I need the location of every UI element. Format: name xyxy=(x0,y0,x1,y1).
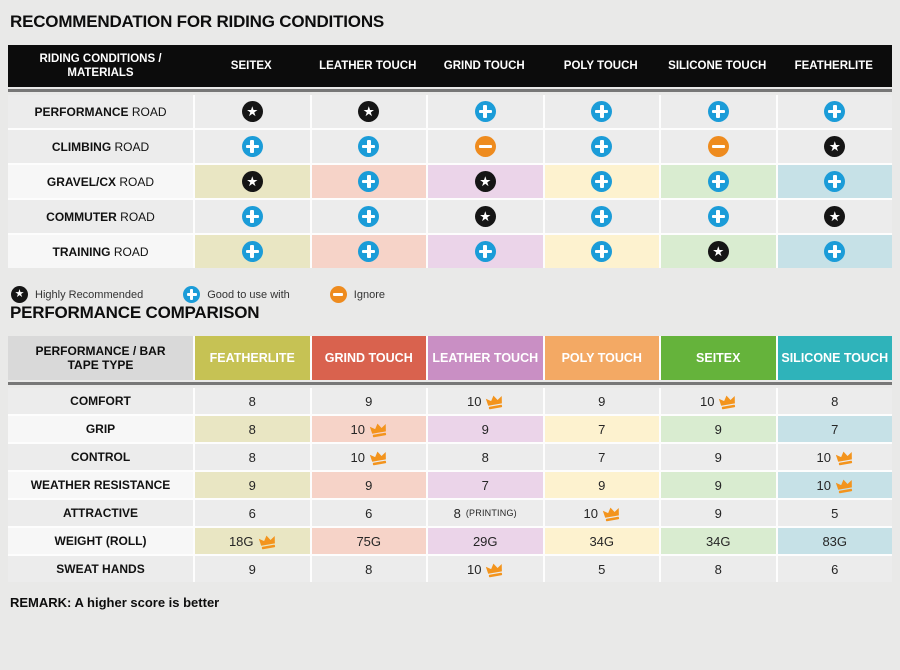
rating-cell xyxy=(661,130,776,163)
table-row-sweat-hands xyxy=(8,556,892,582)
rating-cell xyxy=(312,200,427,233)
score-value: 18G xyxy=(228,533,254,549)
column-header-seitex: SEITEX xyxy=(661,336,776,380)
row-label: TRAINING ROAD xyxy=(8,235,193,268)
score-cell xyxy=(428,388,543,414)
performance-body xyxy=(8,388,892,582)
rating-cell xyxy=(545,165,660,198)
row-label: WEIGHT (ROLL) xyxy=(8,528,193,554)
score-value: 10 xyxy=(700,393,715,409)
score-value: 83G xyxy=(822,533,848,549)
row-label: CONTROL xyxy=(8,444,193,470)
plus-icon xyxy=(708,101,729,122)
score-cell xyxy=(312,500,427,526)
score-value: 34G xyxy=(705,533,731,549)
plus-icon xyxy=(475,241,496,262)
plus-icon xyxy=(183,286,200,303)
plus-icon xyxy=(242,241,263,262)
plus-icon xyxy=(591,101,612,122)
score-value: 34G xyxy=(589,533,615,549)
legend-item-highly-recommended xyxy=(11,286,143,303)
score-cell xyxy=(778,528,893,554)
table-row-grip xyxy=(8,416,892,442)
legend-label: Good to use with xyxy=(207,288,290,301)
rating-cell xyxy=(545,95,660,128)
column-header-leather-touch: LEATHER TOUCH xyxy=(319,59,417,72)
legend-label: Ignore xyxy=(353,288,385,301)
plus-icon xyxy=(358,241,379,262)
score-value: 10 xyxy=(583,505,598,521)
score-value: 9 xyxy=(248,477,256,493)
plus-icon xyxy=(824,101,845,122)
score-cell xyxy=(312,472,427,498)
star-icon xyxy=(11,286,28,303)
row-label: COMMUTER ROAD xyxy=(8,200,193,233)
table-row-training xyxy=(8,235,892,268)
score-value: 6 xyxy=(248,505,256,521)
score-cell xyxy=(195,556,310,582)
score-value: 10 xyxy=(350,449,365,465)
score-cell xyxy=(428,556,543,582)
score-value: 7 xyxy=(598,421,606,437)
score-cell xyxy=(312,528,427,554)
star-icon xyxy=(475,171,496,192)
riding-conditions-body xyxy=(8,95,892,268)
score-cell xyxy=(778,500,893,526)
rating-cell xyxy=(428,130,543,163)
remark-text: REMARK: A higher score is better xyxy=(10,595,220,610)
score-cell xyxy=(661,472,776,498)
plus-icon xyxy=(242,206,263,227)
rating-cell xyxy=(778,235,893,268)
score-cell xyxy=(778,416,893,442)
rating-cell xyxy=(778,130,893,163)
column-header-featherlite: FEATHERLITE xyxy=(794,59,873,72)
score-value: 8 xyxy=(365,561,373,577)
column-header-poly-touch: POLY TOUCH xyxy=(545,336,660,380)
score-cell xyxy=(778,388,893,414)
plus-icon xyxy=(591,171,612,192)
plus-icon xyxy=(242,136,263,157)
rating-cell xyxy=(312,235,427,268)
star-icon xyxy=(242,171,263,192)
score-value: 9 xyxy=(365,393,373,409)
rating-cell xyxy=(778,200,893,233)
table-row-weight-roll- xyxy=(8,528,892,554)
rating-cell xyxy=(661,235,776,268)
score-value: 9 xyxy=(714,421,722,437)
rating-cell xyxy=(778,165,893,198)
plus-icon xyxy=(591,241,612,262)
row-label: CLIMBING ROAD xyxy=(8,130,193,163)
row-label: SWEAT HANDS xyxy=(8,556,193,582)
rating-cell xyxy=(545,130,660,163)
performance-comparison-table xyxy=(8,336,892,582)
plus-icon xyxy=(591,136,612,157)
plus-icon xyxy=(358,206,379,227)
crown-icon xyxy=(485,561,504,579)
score-value: 5 xyxy=(831,505,839,521)
score-value: 10 xyxy=(816,477,831,493)
star-icon xyxy=(242,101,263,122)
rating-cell xyxy=(545,235,660,268)
column-header-grind-touch: GRIND TOUCH xyxy=(312,336,427,380)
score-value: 10 xyxy=(350,421,365,437)
table-row-climbing xyxy=(8,130,892,163)
legend-label: Highly Recommended xyxy=(35,288,144,301)
row-label: COMFORT xyxy=(8,388,193,414)
crown-icon xyxy=(835,477,854,495)
score-value: 8 xyxy=(248,393,256,409)
minus-icon xyxy=(475,136,496,157)
legend-item-ignore xyxy=(330,286,385,303)
score-value: 9 xyxy=(714,449,722,465)
score-value: 6 xyxy=(365,505,373,521)
score-cell xyxy=(545,472,660,498)
rating-cell xyxy=(661,95,776,128)
score-cell xyxy=(195,528,310,554)
score-cell xyxy=(545,416,660,442)
score-cell xyxy=(778,472,893,498)
score-cell xyxy=(545,444,660,470)
score-cell xyxy=(661,556,776,582)
score-cell xyxy=(312,444,427,470)
table-row-performance xyxy=(8,95,892,128)
row-label: ATTRACTIVE xyxy=(8,500,193,526)
score-value: 9 xyxy=(598,393,606,409)
rating-cell xyxy=(428,235,543,268)
rating-cell xyxy=(195,165,310,198)
score-value: 8 xyxy=(481,449,489,465)
plus-icon xyxy=(708,171,729,192)
score-cell xyxy=(195,472,310,498)
score-cell xyxy=(428,528,543,554)
score-value: 6 xyxy=(831,561,839,577)
score-cell xyxy=(428,500,543,526)
score-value: 9 xyxy=(714,505,722,521)
rating-cell xyxy=(195,130,310,163)
score-cell xyxy=(661,388,776,414)
star-icon xyxy=(358,101,379,122)
row-label: GRAVEL/CX ROAD xyxy=(8,165,193,198)
column-header-silicone-touch: SILICONE TOUCH xyxy=(778,336,893,380)
column-header-poly-touch: POLY TOUCH xyxy=(563,59,638,72)
performance-header-row xyxy=(8,336,892,380)
rating-cell xyxy=(312,165,427,198)
score-cell xyxy=(428,444,543,470)
table-row-control xyxy=(8,444,892,470)
score-value: 10 xyxy=(467,561,482,577)
score-value: 7 xyxy=(598,449,606,465)
score-value: 7 xyxy=(831,421,839,437)
star-icon xyxy=(824,206,845,227)
table-row-attractive xyxy=(8,500,892,526)
score-value: 75G xyxy=(356,533,382,549)
score-cell xyxy=(661,416,776,442)
score-cell xyxy=(661,528,776,554)
minus-icon xyxy=(330,286,347,303)
score-value: 9 xyxy=(714,477,722,493)
riding-conditions-table xyxy=(8,45,892,268)
table-row-comfort xyxy=(8,388,892,414)
crown-icon xyxy=(718,393,737,411)
crown-icon xyxy=(835,449,854,467)
score-value: 7 xyxy=(481,477,489,493)
rating-cell xyxy=(661,165,776,198)
rating-cell xyxy=(428,95,543,128)
rating-cell xyxy=(661,200,776,233)
rating-cell xyxy=(428,200,543,233)
score-cell xyxy=(545,556,660,582)
score-cell xyxy=(778,556,893,582)
column-header-seitex: SEITEX xyxy=(230,59,272,72)
column-header-leather-touch: LEATHER TOUCH xyxy=(428,336,543,380)
plus-icon xyxy=(358,136,379,157)
score-value: 9 xyxy=(365,477,373,493)
score-cell xyxy=(661,500,776,526)
rating-cell xyxy=(195,235,310,268)
row-label: WEATHER RESISTANCE xyxy=(8,472,193,498)
score-cell xyxy=(195,388,310,414)
column-header-grind-touch: GRIND TOUCH xyxy=(443,59,525,72)
score-value: 8 xyxy=(248,449,256,465)
legend-item-good-to-use xyxy=(183,286,290,303)
crown-icon xyxy=(485,393,504,411)
column-header-featherlite: FEATHERLITE xyxy=(195,336,310,380)
score-value: 9 xyxy=(248,561,256,577)
score-cell xyxy=(545,528,660,554)
score-cell xyxy=(428,416,543,442)
crown-icon xyxy=(258,533,277,551)
crown-icon xyxy=(369,421,388,439)
plus-icon xyxy=(824,241,845,262)
recommendation-section-title: RECOMMENDATION FOR RIDING CONDITIONS xyxy=(10,12,385,31)
performance-corner-header: PERFORMANCE / BAR TAPE TYPE xyxy=(8,336,193,380)
table-row-weather-resistance xyxy=(8,472,892,498)
score-cell xyxy=(195,416,310,442)
crown-icon xyxy=(369,449,388,467)
score-cell xyxy=(545,500,660,526)
rating-cell xyxy=(428,165,543,198)
score-value: 8 xyxy=(453,505,461,521)
star-icon xyxy=(475,206,496,227)
rating-cell xyxy=(195,95,310,128)
column-header-silicone-touch: SILICONE TOUCH xyxy=(668,59,767,72)
star-icon xyxy=(708,241,729,262)
score-value: 5 xyxy=(598,561,606,577)
header-divider xyxy=(8,382,892,385)
table-row-gravel-cx xyxy=(8,165,892,198)
score-value: 10 xyxy=(816,449,831,465)
riding-conditions-corner-header: RIDING CONDITIONS / MATERIALS xyxy=(39,52,162,79)
plus-icon xyxy=(708,206,729,227)
rating-cell xyxy=(195,200,310,233)
plus-icon xyxy=(358,171,379,192)
score-cell xyxy=(195,444,310,470)
score-value: 8 xyxy=(831,393,839,409)
star-icon xyxy=(824,136,845,157)
score-value: 8 xyxy=(714,561,722,577)
score-value: 10 xyxy=(467,393,482,409)
row-label: PERFORMANCE ROAD xyxy=(8,95,193,128)
score-cell xyxy=(428,472,543,498)
score-value: 8 xyxy=(248,421,256,437)
plus-icon xyxy=(475,101,496,122)
performance-section-title: PERFORMANCE COMPARISON xyxy=(10,303,260,322)
minus-icon xyxy=(708,136,729,157)
score-value: 9 xyxy=(481,421,489,437)
score-note: (PRINTING) xyxy=(465,508,517,518)
crown-icon xyxy=(602,505,621,523)
score-value: 9 xyxy=(598,477,606,493)
score-cell xyxy=(195,500,310,526)
score-cell xyxy=(545,388,660,414)
rating-legend xyxy=(11,286,892,303)
rating-cell xyxy=(312,95,427,128)
score-value: 29G xyxy=(472,533,498,549)
rating-cell xyxy=(778,95,893,128)
score-cell xyxy=(312,556,427,582)
header-divider xyxy=(8,89,892,92)
rating-cell xyxy=(545,200,660,233)
score-cell xyxy=(778,444,893,470)
plus-icon xyxy=(824,171,845,192)
row-label: GRIP xyxy=(8,416,193,442)
riding-conditions-header-row xyxy=(8,45,892,87)
rating-cell xyxy=(312,130,427,163)
score-cell xyxy=(661,444,776,470)
plus-icon xyxy=(591,206,612,227)
score-cell xyxy=(312,416,427,442)
table-row-commuter xyxy=(8,200,892,233)
score-cell xyxy=(312,388,427,414)
